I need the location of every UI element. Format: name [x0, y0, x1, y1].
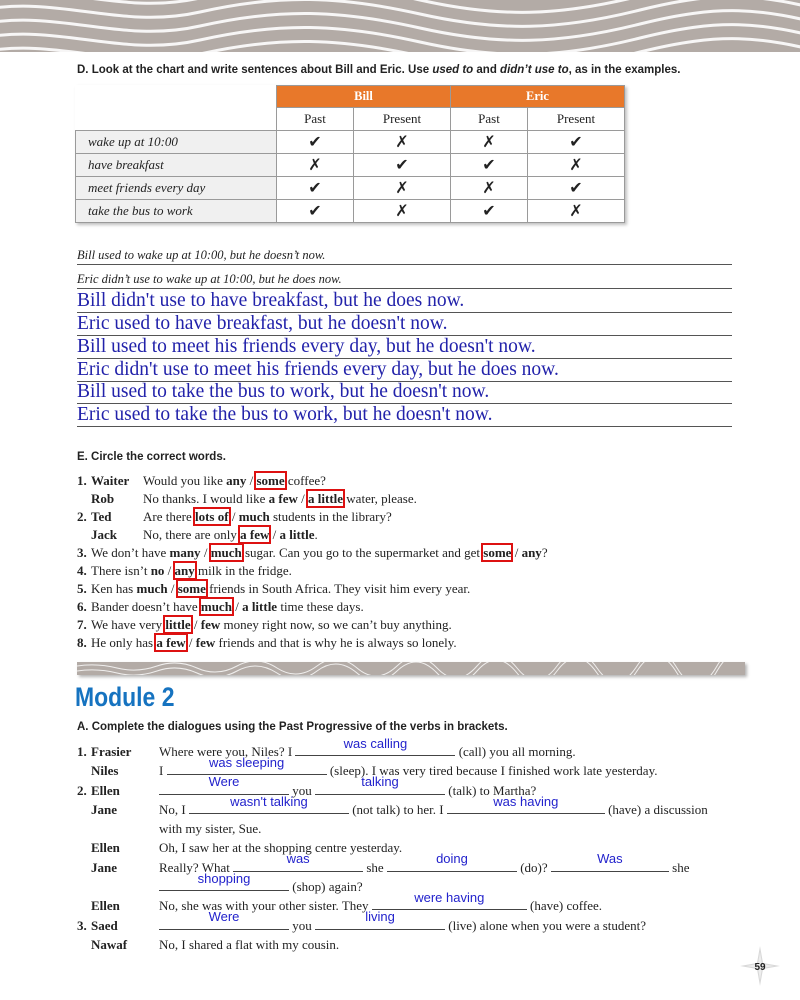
bill-eric-chart	[75, 85, 625, 223]
item-text: friends in South Africa. They visit him every year.	[205, 581, 471, 596]
item-number: 6.	[77, 599, 87, 614]
word-option[interactable]: a few	[268, 491, 298, 506]
speaker-name: Nawaf	[91, 936, 128, 952]
chart-subheader: Present	[354, 108, 451, 131]
option-separator: /	[200, 545, 211, 560]
word-option[interactable]: much	[136, 581, 168, 596]
list-item	[77, 634, 777, 652]
chart-mark: ✗	[528, 200, 625, 223]
item-text: Bander doesn’t have	[91, 599, 201, 614]
speaker-name: Jane	[91, 801, 117, 817]
chart-mark: ✔	[451, 154, 528, 177]
chart-row-label: wake up at 10:00	[76, 131, 277, 154]
item-text: We don’t have	[91, 545, 170, 560]
word-option-circled[interactable]: some	[256, 473, 285, 488]
answer-line[interactable]: Bill didn't use to have breakfast, but he does now.	[77, 290, 732, 313]
dialogue-line	[77, 793, 777, 819]
answer-text: was calling	[343, 735, 408, 751]
item-text: students in the library?	[269, 509, 392, 524]
list-item	[77, 526, 777, 544]
example-sentence: Eric didn’t use to wake up at 10:00, but he does now.	[77, 271, 732, 289]
item-text: ?	[541, 545, 548, 560]
word-option[interactable]: any	[226, 473, 247, 488]
dialogue-line	[77, 935, 777, 954]
answer-line[interactable]: Eric used to take the bus to work, but he doesn't now.	[77, 404, 732, 427]
dialogue-exercise	[77, 735, 777, 954]
answer-text: were having	[414, 890, 485, 906]
list-item	[77, 616, 777, 634]
answer-text: was having	[493, 793, 559, 809]
chart-mark: ✗	[451, 131, 528, 154]
option-separator: /	[190, 617, 201, 632]
compass-star-icon	[740, 946, 780, 986]
dialogue-text: (call) you all morning.	[455, 744, 576, 759]
chart-mark: ✔	[277, 131, 354, 154]
word-option-circled[interactable]: much	[200, 599, 232, 614]
item-text: coffee?	[284, 473, 326, 488]
speaker-name: Waiter	[91, 473, 130, 488]
word-option[interactable]: few	[195, 635, 216, 650]
dialogue-text: she	[363, 859, 387, 875]
option-separator: /	[231, 599, 243, 614]
word-option-circled[interactable]: a little	[308, 491, 344, 506]
word-option-circled[interactable]: lots of	[194, 509, 229, 524]
item-number: 1.	[77, 744, 87, 759]
item-number: 3.	[77, 917, 87, 933]
chart-mark: ✔	[277, 200, 354, 223]
answer-text: living	[365, 909, 395, 925]
chart-mark: ✗	[451, 177, 528, 200]
speaker-name: Ellen	[91, 840, 120, 856]
chart-mark: ✔	[528, 177, 625, 200]
chart-row-label: take the bus to work	[76, 200, 277, 223]
list-item	[77, 490, 777, 508]
word-option[interactable]: much	[238, 509, 270, 524]
item-text: We have very	[91, 617, 166, 632]
list-item	[77, 598, 777, 616]
item-number: 4.	[77, 563, 87, 578]
item-number: 5.	[77, 581, 87, 596]
speaker-name: Jane	[91, 859, 117, 875]
page-number-badge	[740, 946, 780, 986]
chart-empty-corner	[76, 86, 277, 108]
answer-text: talking	[361, 774, 399, 790]
item-text: He only has	[91, 635, 157, 650]
item-text: Would you like	[143, 473, 227, 488]
item-number: 2.	[77, 509, 87, 524]
dialogue-text: No, I	[159, 801, 189, 817]
chart-row	[76, 177, 625, 200]
chart-subheader: Past	[451, 108, 528, 131]
top-decorative-banner	[0, 0, 800, 52]
answer-text: Were	[208, 774, 240, 790]
chart-group-bill: Bill	[277, 86, 451, 108]
option-separator: /	[167, 581, 178, 596]
chart-mark: ✔	[277, 177, 354, 200]
speaker-name: Jack	[91, 527, 117, 542]
dialogue-text: with my sister, Sue.	[159, 821, 262, 837]
word-option[interactable]: few	[200, 617, 221, 632]
chart-mark: ✗	[528, 154, 625, 177]
answer-line[interactable]: Eric used to have breakfast, but he doesn't now.	[77, 313, 732, 336]
item-text: milk in the fridge.	[194, 563, 292, 578]
chart-mark: ✗	[354, 177, 451, 200]
item-number: 3.	[77, 545, 87, 560]
word-option-circled[interactable]: much	[210, 545, 242, 560]
answer-text: doing	[436, 851, 468, 867]
list-item	[77, 508, 777, 526]
dialogue-text: (shop) again?	[289, 879, 363, 895]
word-option[interactable]: a little	[242, 599, 278, 614]
answer-line[interactable]: Bill used to meet his friends every day, but he doesn't now.	[77, 336, 732, 359]
answer-blank[interactable]	[159, 870, 289, 891]
chart-subheader: Past	[277, 108, 354, 131]
dialogue-text: (have) a discussion	[604, 801, 708, 817]
list-item	[77, 472, 777, 490]
word-option-circled[interactable]: some	[177, 581, 206, 596]
option-separator: /	[228, 509, 239, 524]
chart-empty-corner-2	[76, 108, 277, 131]
list-item	[77, 544, 777, 562]
item-text: Ken has	[91, 581, 137, 596]
module-title: Module 2	[75, 682, 175, 712]
chart-mark: ✗	[354, 131, 451, 154]
word-option[interactable]: no	[150, 563, 165, 578]
dialogue-text: No, she was with your other sister. They	[159, 898, 372, 914]
dialogue-text: Where were you, Niles? I	[159, 744, 296, 759]
option-separator: /	[297, 491, 309, 506]
item-text: friends and that is why he is always so lonely.	[215, 635, 457, 650]
item-text: No thanks. I would like	[143, 491, 269, 506]
chart-mark: ✗	[354, 200, 451, 223]
word-option[interactable]: any	[521, 545, 542, 560]
speaker-name: Saed	[91, 917, 118, 933]
chart-row-label: have breakfast	[76, 154, 277, 177]
word-option-circled[interactable]: a few	[240, 527, 270, 542]
word-option[interactable]: many	[169, 545, 201, 560]
dialogue-text: (have) coffee.	[526, 898, 602, 914]
list-item	[77, 580, 777, 598]
chart-mark: ✔	[354, 154, 451, 177]
item-text: No, there are only	[143, 527, 241, 542]
item-number: 7.	[77, 617, 87, 632]
dialogue-text: I	[159, 763, 167, 779]
dialogue-text: No, I shared a flat with my cousin.	[159, 936, 340, 952]
exercise-e-list	[77, 472, 777, 652]
chart-mark: ✔	[528, 131, 625, 154]
item-text: There isn’t	[91, 563, 151, 578]
dialogue-line	[77, 909, 777, 935]
dialogue-text: Really? What	[159, 859, 234, 875]
answer-text: shopping	[197, 870, 251, 886]
answer-blank[interactable]	[447, 793, 605, 814]
chart-subheader: Present	[528, 108, 625, 131]
answer-line[interactable]: Bill used to take the bus to work, but he doesn't now.	[77, 381, 732, 404]
answer-text: Was	[597, 851, 623, 867]
option-separator: /	[185, 635, 196, 650]
dialogue-text: (do)?	[516, 859, 551, 875]
item-text: .	[314, 527, 318, 542]
answer-blank[interactable]	[189, 793, 349, 814]
answer-text: Were	[208, 909, 240, 925]
answer-blank[interactable]	[551, 851, 669, 872]
speaker-name: Ted	[91, 509, 112, 524]
speaker-name: Rob	[91, 491, 115, 506]
dialogue-text: you	[289, 782, 315, 798]
chart-mark: ✔	[451, 200, 528, 223]
dialogue-text: (talk) to Martha?	[445, 782, 537, 798]
answer-blank[interactable]	[387, 851, 517, 872]
item-text: water, please.	[343, 491, 417, 506]
answer-text: was	[286, 851, 310, 867]
chart-row	[76, 154, 625, 177]
chart-mark: ✗	[277, 154, 354, 177]
dialogue-line	[77, 819, 777, 838]
dialogue-text: she	[668, 859, 690, 875]
word-option-circled[interactable]: some	[483, 545, 512, 560]
word-option[interactable]: a little	[279, 527, 315, 542]
option-separator: /	[246, 473, 257, 488]
item-text: sugar. Can you go to the supermarket and get	[241, 545, 484, 560]
speaker-name: Frasier	[91, 744, 132, 759]
example-sentence: Bill used to wake up at 10:00, but he doesn’t now.	[77, 247, 732, 265]
answer-blank[interactable]	[159, 909, 289, 930]
chart-row-label: meet friends every day	[76, 177, 277, 200]
answer-line[interactable]: Eric didn't use to meet his friends every day, but he does now.	[77, 359, 732, 382]
dialogue-text: Oh, I saw her at the shopping centre yesterday.	[159, 840, 403, 856]
answer-text: was sleeping	[209, 755, 285, 770]
dialogue-text: you	[289, 917, 315, 933]
speaker-name: Ellen	[91, 898, 120, 914]
item-text: time these days.	[277, 599, 364, 614]
exercise-e-instruction: E. Circle the correct words.	[77, 451, 226, 463]
item-number: 8.	[77, 635, 87, 650]
word-option-circled[interactable]: any	[174, 563, 195, 578]
dialogue-text: (live) alone when you were a student?	[445, 917, 647, 933]
chart-row	[76, 131, 625, 154]
option-separator: /	[164, 563, 175, 578]
option-separator: /	[269, 527, 280, 542]
option-separator: /	[511, 545, 522, 560]
speaker-name: Niles	[91, 763, 119, 779]
item-text: money right now, so we can’t buy anything.	[220, 617, 452, 632]
dialogue-text: (not talk) to her. I	[348, 801, 447, 817]
section-divider	[77, 662, 745, 675]
dialogue-line	[77, 774, 777, 800]
word-option-circled[interactable]: little	[165, 617, 191, 632]
chart-group-eric: Eric	[451, 86, 625, 108]
list-item	[77, 562, 777, 580]
chart-row	[76, 200, 625, 223]
item-text: Are there	[143, 509, 195, 524]
answer-text: wasn't talking	[230, 793, 308, 809]
exercise-d-instruction: D. Look at the chart and write sentences about Bill and Eric. Use used to and didn’t use to, as in the examples.	[77, 64, 681, 76]
speaker-name: Ellen	[91, 782, 120, 798]
item-number: 2.	[77, 782, 87, 798]
page-number: 59	[754, 962, 766, 973]
answer-blank[interactable]	[315, 909, 445, 930]
word-option-circled[interactable]: a few	[156, 635, 186, 650]
item-number: 1.	[77, 473, 87, 488]
module-instruction: A. Complete the dialogues using the Past Progressive of the verbs in brackets.	[77, 721, 508, 733]
dialogue-text: (sleep). I was very tired because I finished work late yesterday.	[326, 763, 658, 779]
